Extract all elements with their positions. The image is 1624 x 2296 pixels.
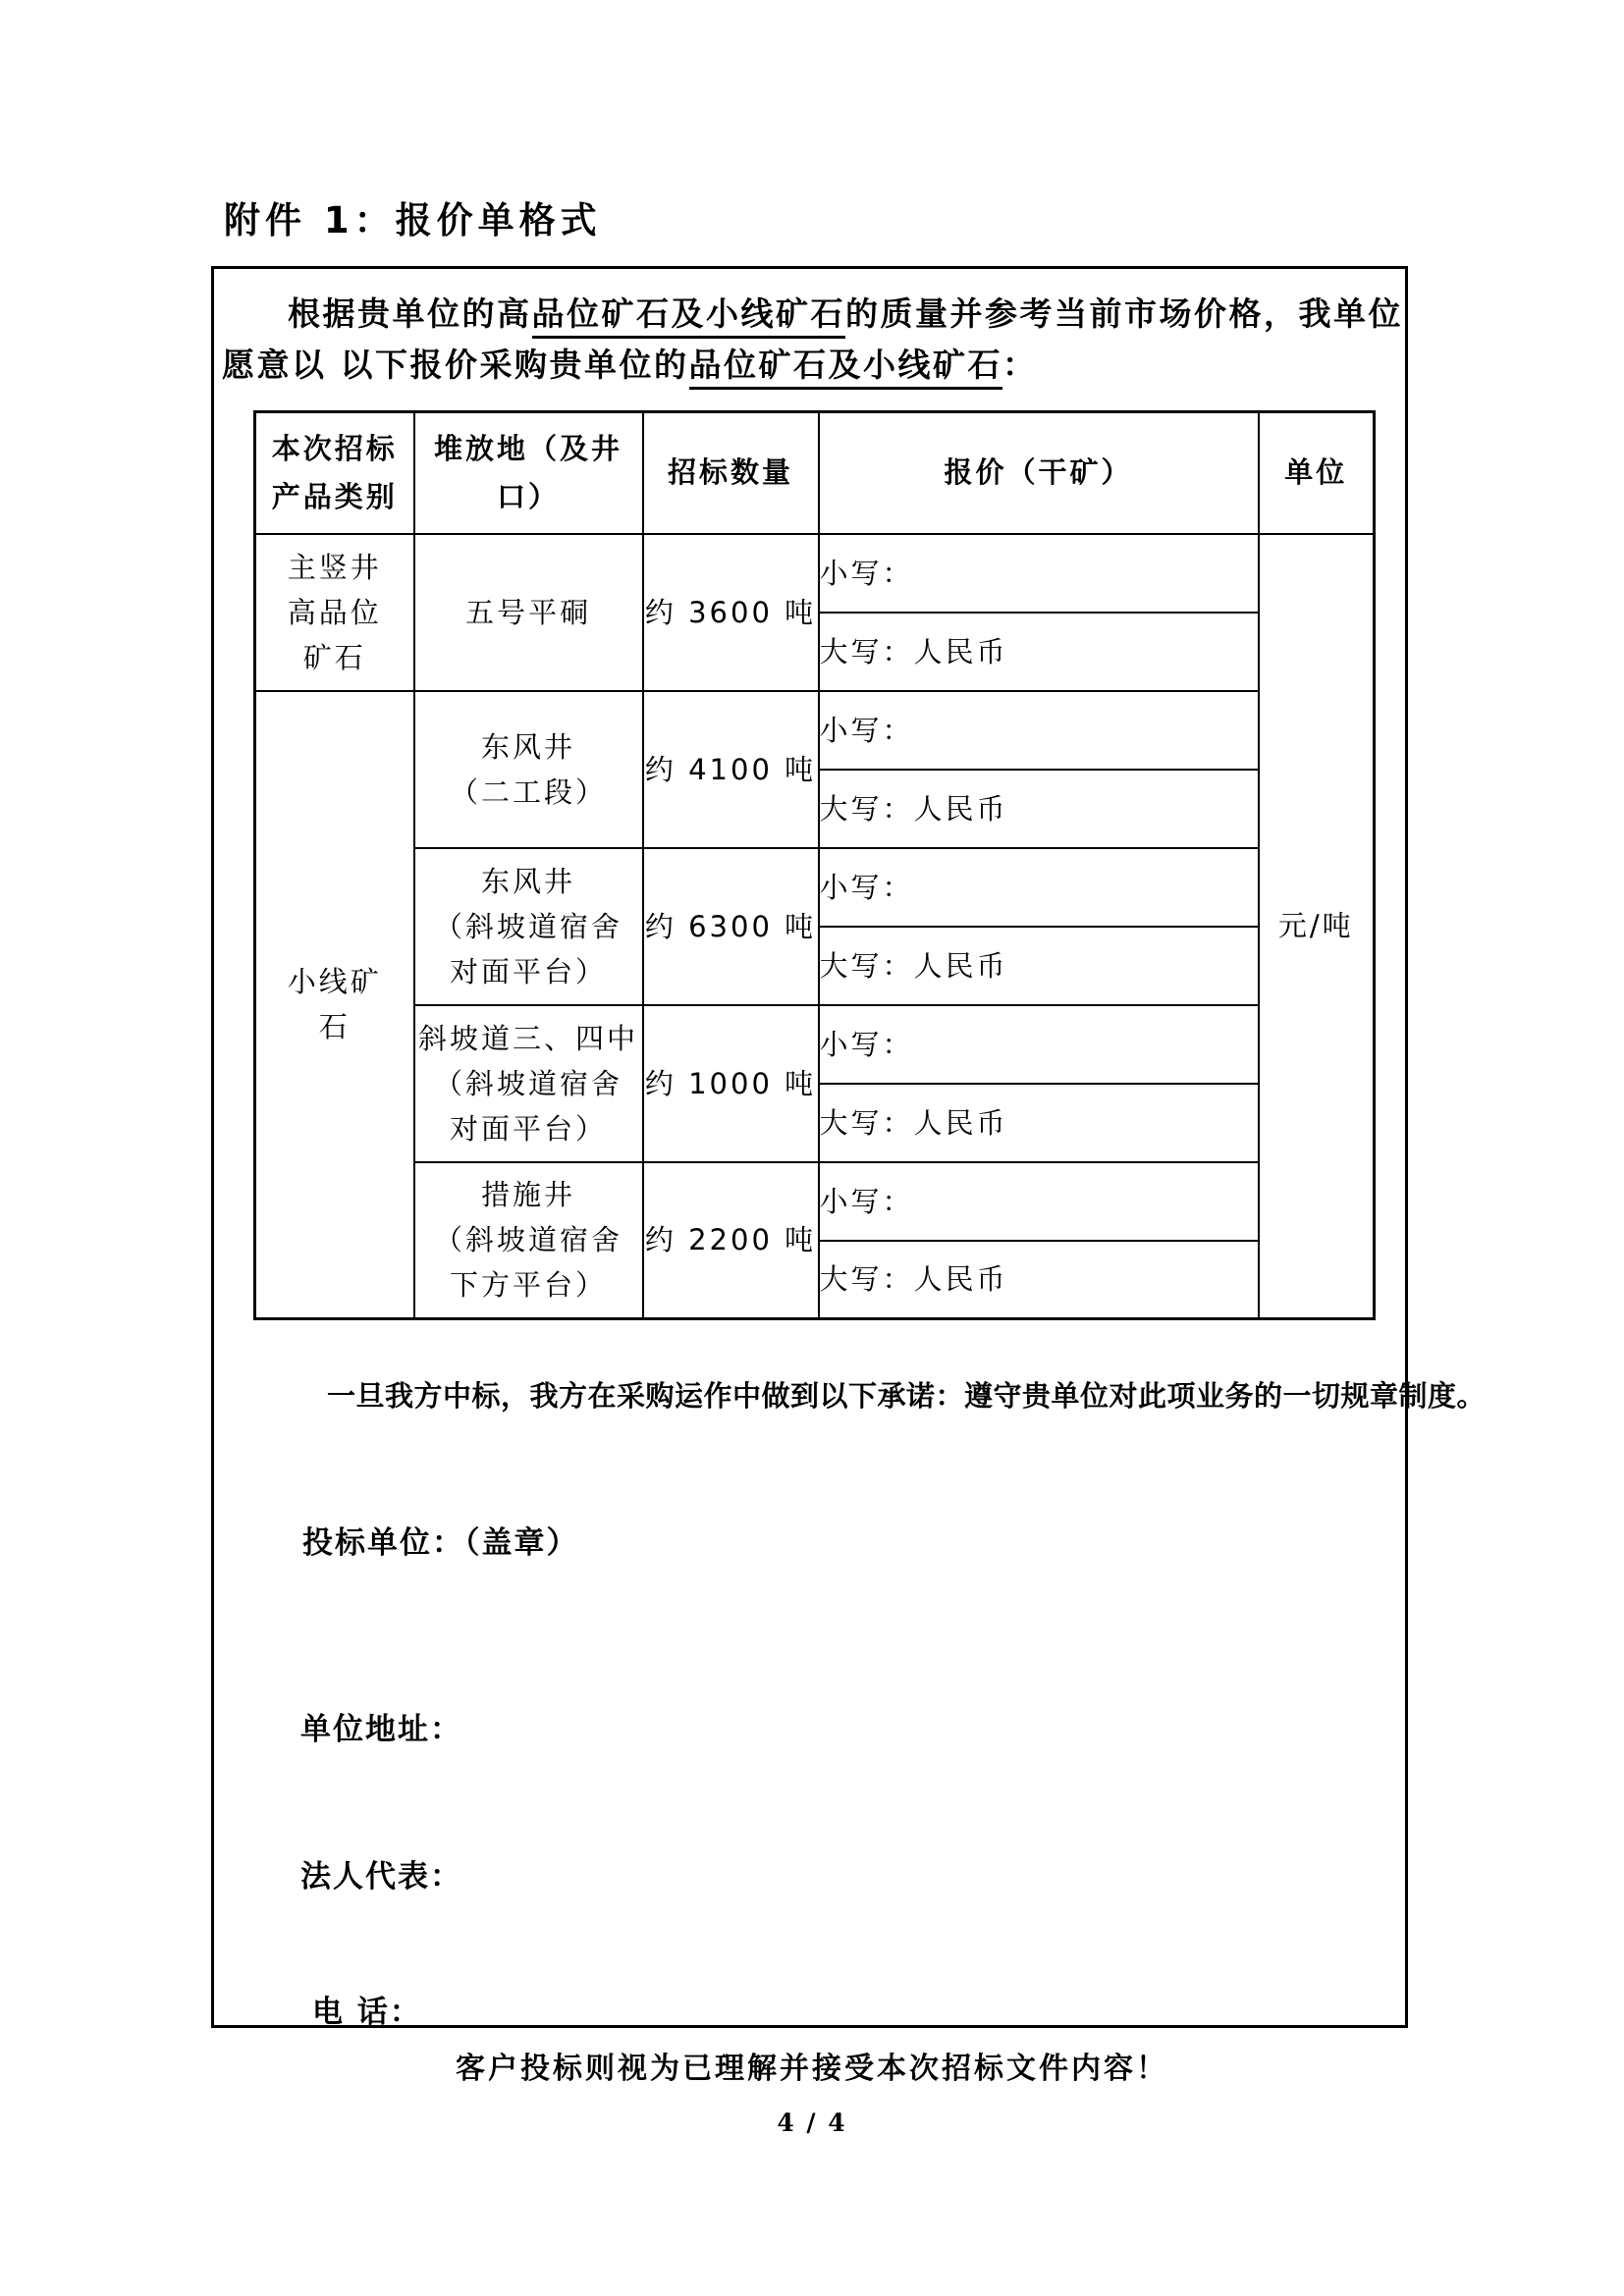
page-number: 4 / 4 [777,2109,847,2137]
price-large-cell: 大写：人民币 [819,770,1259,848]
price-small-cell: 小写： [819,848,1259,927]
price-small-cell: 小写： [819,1162,1259,1241]
location-cell [414,534,643,691]
quantity-cell: 约 2200 吨 [643,1162,819,1319]
category1-line1: 主竖井 [287,550,382,584]
location-line: 对面平台） [449,954,607,988]
header-location-cell [414,412,643,534]
header-quantity-cell: 招标数量 [643,412,819,534]
price-large-cell: 大写：人民币 [819,613,1259,691]
intro-line1-pre: 根据贵单位的高 [288,294,532,333]
category2-line1: 小线矿 [287,965,382,999]
category1-line2: 高品位 [287,595,382,629]
intro-line2-pre: 愿意以 以下报价采购贵单位的 [222,346,689,384]
table-row [255,691,1375,770]
intro-line2-post: ： [1002,346,1038,384]
header-location-line2: 口） [496,479,560,513]
price-large-cell: 大写：人民币 [819,1084,1259,1162]
unit-address-label: 单位地址： [300,1712,462,1747]
location-line: （斜坡道宿舍 [433,909,623,943]
location-line: 斜坡道三、四中 [417,1021,638,1055]
intro-line1-post: 的质量并参考当前市场价格，我单位 [845,294,1403,333]
header-category-line1: 本次招标 [271,431,398,465]
header-location-line1: 堆放地（及井 [433,431,623,465]
category2-line2: 石 [318,1010,351,1044]
location-cell [414,691,643,848]
price-small-cell: 小写： [819,691,1259,770]
header-category-cell [255,412,414,534]
header-price-cell: 报价（干矿） [819,412,1259,534]
quantity-cell: 约 3600 吨 [643,534,819,691]
location-line: （斜坡道宿舍 [433,1066,623,1100]
commitment-statement: 一旦我方中标，我方在采购运作中做到以下承诺：遵守贵单位对此项业务的一切规章制度。 [327,1379,1487,1413]
table-row [255,534,1375,613]
quantity-cell: 约 6300 吨 [643,848,819,1005]
phone-label: 电 话： [312,1995,422,2030]
price-large-cell: 大写：人民币 [819,1241,1259,1319]
quantity-cell: 约 4100 吨 [643,691,819,848]
table-header-row [255,412,1375,534]
location-line: （二工段） [449,774,607,809]
category1-line3: 矿石 [302,640,366,674]
header-category-line2: 产品类别 [271,479,398,513]
location-cell [414,1005,643,1162]
intro-line2-underlined: 品位矿石及小线矿石 [689,346,1003,390]
table-row [255,1162,1375,1241]
table-row [255,1005,1375,1084]
quotation-table [253,410,1376,1320]
location-line: 五号平硐 [464,595,591,629]
category-cell-main-shaft [255,534,414,691]
location-line: （斜坡道宿舍 [433,1223,623,1257]
price-large-cell: 大写：人民币 [819,927,1259,1005]
intro-paragraph-line1 [288,294,1403,334]
footer-note: 客户投标则视为已理解并接受本次招标文件内容！ [456,2052,1168,2086]
location-line: 下方平台） [449,1268,607,1303]
page-title: 附件 1：报价单格式 [224,199,602,241]
legal-representative-label: 法人代表： [300,1859,462,1895]
price-small-cell: 小写： [819,1005,1259,1084]
intro-line1-underlined: 品位矿石及小线矿石 [532,294,846,339]
price-small-cell: 小写： [819,534,1259,613]
quantity-cell: 约 1000 吨 [643,1005,819,1162]
bidder-unit-label: 投标单位：（盖章） [302,1525,579,1561]
location-line: 东风井 [480,864,575,898]
table-row [255,848,1375,927]
category-cell-small-line [255,691,414,1319]
location-cell [414,848,643,1005]
location-cell [414,1162,643,1319]
header-unit-cell: 单位 [1259,412,1375,534]
location-line: 措施井 [480,1178,575,1212]
location-line: 对面平台） [449,1111,607,1146]
location-line: 东风井 [480,729,575,764]
intro-paragraph-line2 [222,346,1038,385]
unit-value-cell: 元/吨 [1259,534,1375,1319]
